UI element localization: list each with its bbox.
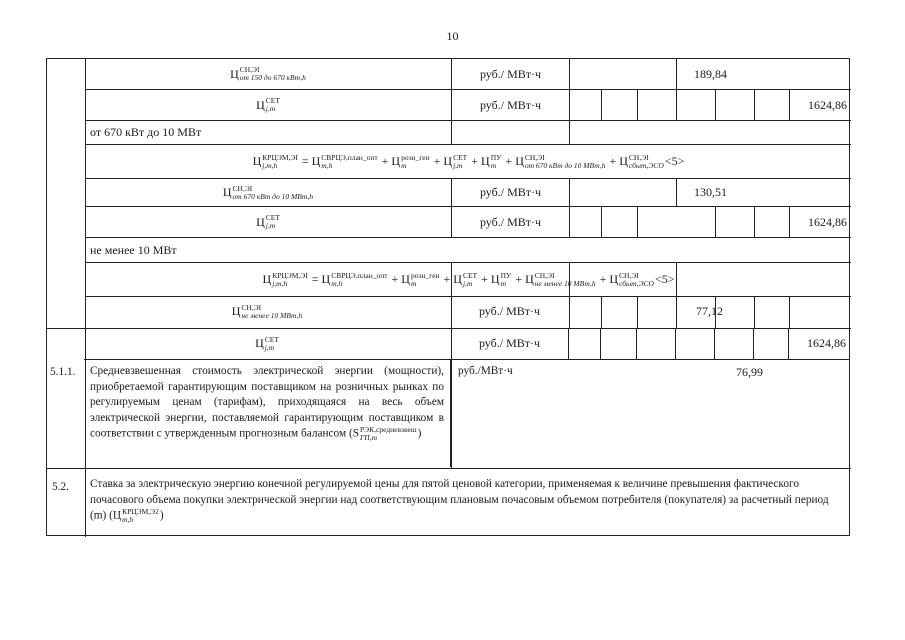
indicator-symbol: Ц СЕТ j,m <box>256 96 280 113</box>
section-label: от 670 кВт до 10 МВт <box>90 125 202 139</box>
formula: Ц КРЦЭМ,ЭI j,m,h = Ц СВРЦЭ,план_опт m,h + Ц розн_ген m + Ц СЕТ j,m + Ц ПУ m + Ц СН,ЭI от 670 кВт до 10 МВт,h + Ц СН,ЭI сбыт,ЭСО <5> <box>252 152 685 170</box>
unit-label: руб./ МВт·ч <box>478 336 541 350</box>
unit-label: руб./МВт·ч <box>458 365 513 377</box>
page-number: 10 <box>446 29 459 43</box>
unit-label: руб./ МВт·ч <box>479 185 542 199</box>
unit-label: руб./ МВт·ч <box>479 97 542 112</box>
tariff-value: 1624,86 <box>807 336 846 350</box>
item-description: Средневзвешенная стоимость электрической энергии (мощности), приобретаемой гарантирующим поставщиком на розничных рынках по регулируемым ценам (тарифам), приходящаяся на весь объем электрической энергии, поставляемой гарантирующим поставщиком в соответствии с утвержденным прогнозным балансом (S РЭК,средневзвеш ГП,m ) <box>90 365 444 443</box>
unit-label: руб./ МВт·ч <box>478 304 541 318</box>
item-description: Ставка за электрическую энергию конечной регулируемой цены для пятой ценовой категории, применяемая к величине превышения фактического почасового объема покупки электрической энергии над соответствующим плановым почасовым объемом потребителя (покупателя) за расчетный период (m) (Ц КРЦЭМ,Э2 m,h ) <box>90 478 829 525</box>
tariff-value: 76,99 <box>736 365 763 379</box>
tariff-value: 77,12 <box>696 304 723 318</box>
indicator-symbol: Ц СЕТ j,m <box>255 334 279 352</box>
unit-label: руб./ МВт·ч <box>479 66 542 81</box>
indicator-symbol: Ц СН,ЭI не менее 10 МВт,h <box>231 302 303 320</box>
tariff-value: 189,84 <box>694 66 727 81</box>
indicator-symbol: Ц СЕТ j,m <box>256 213 280 230</box>
tariff-value: 1624,86 <box>808 97 847 112</box>
tariff-value: 1624,86 <box>808 214 847 229</box>
column-divider <box>450 360 451 467</box>
indicator-symbol: Ц СН,ЭI от 150 до 670 кВт,h <box>230 65 306 82</box>
item-number: 5.2. <box>52 481 69 493</box>
item-number: 5.1.1. <box>50 366 76 378</box>
tariff-value: 130,51 <box>694 185 727 199</box>
unit-label: руб./ МВт·ч <box>479 214 542 229</box>
section-label: не менее 10 МВт <box>90 242 177 257</box>
indicator-symbol: Ц СН,ЭI от 670 кВт до 10 МВт,h <box>222 183 314 201</box>
formula: Ц КРЦЭМ,ЭI j,m,h = Ц СВРЦЭ,план_опт m,h + Ц розн_ген m + Ц СЕТ j,m + Ц ПУ m + Ц СН,ЭI не менее 10 МВт,h + Ц СН,ЭI сбыт,ЭСО <5> <box>262 270 675 288</box>
items-block <box>46 58 850 536</box>
